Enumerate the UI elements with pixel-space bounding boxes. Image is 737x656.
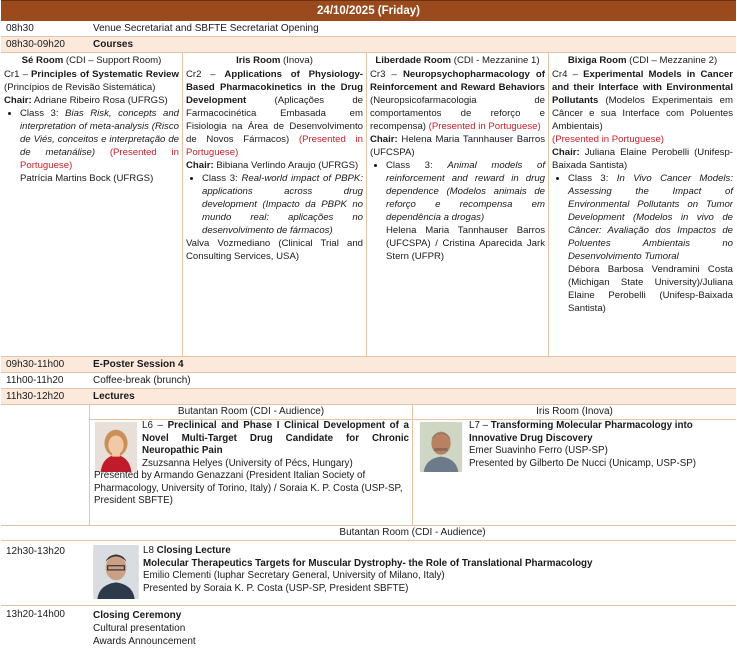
lecture-presenter: Presented by Soraia K. P. Costa (USP-SP, President SBFTE) bbox=[143, 582, 409, 594]
date-header: 24/10/2025 (Friday) bbox=[1, 0, 736, 21]
row-time: 12h30-13h20 bbox=[6, 546, 65, 557]
course-title bbox=[4, 68, 179, 94]
course-code: Cr1 – bbox=[4, 69, 32, 80]
chair-label: Chair: bbox=[4, 95, 32, 106]
class-title: Real-world impact of PBPK: applications across drug development (Impacto da PBPK no mundo real: aplicações no desenvolvimento de fármacos) bbox=[202, 173, 363, 236]
course-chair bbox=[4, 94, 179, 107]
chair-name: Juliana Elaine Perobelli (Unifesp-Baixada Santista) bbox=[552, 147, 733, 171]
schedule-row bbox=[1, 389, 736, 405]
room-heading bbox=[186, 54, 363, 67]
class-item bbox=[386, 159, 545, 224]
schedule-row bbox=[1, 37, 736, 53]
speaker-photo bbox=[94, 422, 138, 472]
lecture-text bbox=[143, 541, 593, 605]
ceremony-title: Closing Ceremony bbox=[93, 610, 182, 621]
lecture-body bbox=[90, 420, 412, 472]
closing-lecture-body bbox=[89, 541, 736, 605]
course-title bbox=[552, 68, 733, 133]
language-note: (Presented in Portuguese) bbox=[428, 121, 541, 132]
course-subtitle: (Aplicações de Farmacocinética Embasada em Fisiologia na Área de Desenvolvimento de Novos Fármacos) bbox=[186, 95, 363, 145]
lecture-presenter: Presented by Armando Genazzani (President Italian Society of Pharmacology, University of Torino, Italy) / Soraia K. P. Costa (USP-SP, President SBFTE) bbox=[94, 470, 403, 506]
lecture-column bbox=[413, 405, 736, 525]
row-text: Courses bbox=[93, 39, 134, 50]
room-name: Sé Room bbox=[21, 55, 64, 66]
closing-label: Closing Lecture bbox=[156, 545, 231, 556]
class-lead: Class 3: bbox=[568, 173, 617, 184]
lecture-text bbox=[469, 420, 736, 472]
course-title bbox=[186, 68, 363, 159]
course-name: Applications of Physiology-Based Pharmacokinetics in the Drug Development bbox=[186, 69, 363, 106]
class-item bbox=[20, 107, 179, 172]
ceremony-line: Awards Announcement bbox=[93, 636, 196, 647]
course-subtitle: (Neuropsicofarmacologia de comportamentos de reforço e recompensa) bbox=[370, 95, 545, 132]
lecture-text bbox=[142, 420, 412, 472]
lecture-room: Iris Room (Inova) bbox=[413, 405, 736, 420]
row-time: 11h30-12h20 bbox=[6, 391, 65, 402]
lecture-code: L8 bbox=[143, 545, 157, 556]
course-name: Neuropsychopharmacology of Reinforcement and Reward Behaviors bbox=[370, 69, 545, 93]
speaker-photo bbox=[93, 545, 139, 599]
closing-lecture-row bbox=[1, 541, 736, 606]
row-text: Lectures bbox=[93, 391, 135, 402]
course-column bbox=[367, 53, 549, 356]
time-spacer bbox=[1, 526, 89, 540]
room-detail: (Inova) bbox=[280, 55, 313, 66]
course-chair bbox=[186, 159, 363, 172]
speaker: Patrícia Martins Bock (UFRGS) bbox=[20, 173, 154, 184]
speaker: Débora Barbosa Vendramini Costa (Michigan State University)/Juliana Elaine Perobelli (Unifesp-Baixada Santista) bbox=[568, 264, 733, 314]
schedule-page bbox=[1, 0, 736, 650]
room-heading bbox=[552, 54, 733, 67]
class-item bbox=[568, 172, 733, 263]
lecture-speaker: Emer Suavinho Ferro (USP-SP) bbox=[469, 445, 608, 456]
lecture-title bbox=[469, 420, 732, 445]
lecture-title bbox=[142, 420, 409, 458]
lecture-room: Butantan Room (CDI - Audience) bbox=[90, 405, 412, 420]
course-chair bbox=[370, 133, 545, 159]
row-text: Coffee-break (brunch) bbox=[93, 375, 191, 386]
course-column bbox=[183, 53, 367, 356]
ceremony-line: Cultural presentation bbox=[93, 623, 186, 634]
language-note: (Presented in Portuguese) bbox=[552, 134, 664, 145]
row-time: 11h00-11h20 bbox=[6, 375, 64, 386]
time-spacer bbox=[1, 405, 90, 525]
class-lead: Class 3: bbox=[20, 108, 66, 119]
ceremony-text bbox=[89, 606, 736, 650]
room-heading bbox=[370, 54, 545, 67]
speaker: Valva Vozmediano (Clinical Trial and Consulting Services, USA) bbox=[186, 238, 363, 262]
lecture-presenter: Presented by Gilberto De Nucci (Unicamp, USP-SP) bbox=[469, 457, 697, 469]
course-column bbox=[1, 53, 183, 356]
chair-label: Chair: bbox=[370, 134, 398, 145]
row-time: 08h30 bbox=[6, 23, 34, 34]
speaker: Helena Maria Tannhauser Barros (UFCSPA) / Cristina Aparecida Jark Stern (UFPR) bbox=[386, 225, 545, 262]
lectures-block bbox=[1, 405, 736, 526]
course-code: Cr3 – bbox=[370, 69, 403, 80]
courses-grid bbox=[1, 53, 736, 357]
row-time: 13h20-14h00 bbox=[6, 609, 65, 620]
row-time: 08h30-09h20 bbox=[6, 39, 65, 50]
row-text: E-Poster Session 4 bbox=[93, 359, 184, 370]
lecture-code: L7 – bbox=[469, 420, 491, 431]
lecture-name: Preclinical and Phase I Clinical Development of a Novel Multi-Target Drug Candidate for Chronic Neuropathic Pain bbox=[142, 420, 409, 456]
closing-room-row bbox=[1, 526, 736, 541]
lecture-title bbox=[143, 545, 593, 558]
class-title: Bias Risk, concepts and interpretation of meta-analysis (Risco de Viés, conceitos e interpretação de de metanálise) bbox=[20, 108, 179, 158]
course-title bbox=[370, 68, 545, 133]
room-detail: (CDI - Mezzanine 1) bbox=[451, 55, 540, 66]
class-item bbox=[202, 172, 363, 237]
room-heading bbox=[4, 54, 179, 67]
chair-label: Chair: bbox=[552, 147, 580, 158]
room-detail: (CDI – Mezzanine 2) bbox=[626, 55, 718, 66]
speaker-photo bbox=[417, 422, 465, 472]
course-name: Principles of Systematic Review bbox=[31, 69, 179, 80]
lecture-speaker: Zsuzsanna Helyes (University of Pécs, Hungary) bbox=[142, 457, 353, 469]
course-subtitle: (Princípios de Revisão Sistemática) bbox=[4, 82, 156, 93]
class-lead: Class 3: bbox=[202, 173, 242, 184]
class-title: Animal models of reinforcement and reward in drug dependence (Modelos animais de reforço e recompensa em dependência a drogas) bbox=[386, 160, 545, 223]
chair-name: Helena Maria Tannhauser Barros (UFCSPA) bbox=[370, 134, 545, 158]
row-time: 09h30-11h00 bbox=[6, 359, 65, 370]
lecture-column bbox=[90, 405, 413, 525]
language-note: (Presented in Portuguese) bbox=[20, 147, 179, 171]
lecture-name: Molecular Therapeutics Targets for Muscular Dystrophy- the Role of Translational Pharmacology bbox=[143, 557, 593, 569]
course-chair bbox=[552, 146, 733, 172]
schedule-row bbox=[1, 357, 736, 373]
room-name: Iris Room bbox=[236, 55, 281, 66]
course-name: Experimental Models in Cancer and their Interface with Environmental Pollutants bbox=[552, 69, 733, 106]
class-title: In Vivo Cancer Models: Assessing the Impact of Environmental Pollutants on Tumor Development (Modelos in vivo de Câncer: Avaliação dos Impactos de Poluentes Ambientais no Desenvolvimento Tumoral bbox=[568, 173, 733, 262]
course-code: Cr2 – bbox=[186, 69, 225, 80]
room-name: Liberdade Room bbox=[375, 55, 452, 66]
lecture-name: Transforming Molecular Pharmacology into Innovative Drug Discovery bbox=[469, 420, 693, 444]
chair-name: Bibiana Verlindo Araujo (UFRGS) bbox=[213, 160, 359, 171]
course-code: Cr4 – bbox=[552, 69, 584, 80]
class-lead: Class 3: bbox=[386, 160, 448, 171]
language-note: (Presented in Portuguese) bbox=[186, 134, 364, 158]
chair-label: Chair: bbox=[186, 160, 214, 171]
row-text: Venue Secretariat and SBFTE Secretariat Opening bbox=[93, 23, 319, 34]
course-subtitle: (Modelos Experimentais em Câncer e sua Interface com Poluentes Ambientais) bbox=[552, 95, 733, 132]
room-detail: (CDI – Support Room) bbox=[63, 55, 162, 66]
ceremony-row bbox=[1, 606, 736, 650]
chair-name: Adriane Ribeiro Rosa (UFRGS) bbox=[31, 95, 168, 106]
course-column bbox=[549, 53, 736, 356]
lecture-speaker: Emilio Clementi (Iuphar Secretary General, University of Milano, Italy) bbox=[143, 570, 445, 581]
closing-room: Butantan Room (CDI - Audience) bbox=[339, 527, 486, 538]
lecture-body bbox=[413, 420, 736, 472]
schedule-row bbox=[1, 373, 736, 389]
lecture-code: L6 – bbox=[142, 420, 168, 431]
schedule-row bbox=[1, 21, 736, 37]
room-name: Bixiga Room bbox=[567, 55, 627, 66]
